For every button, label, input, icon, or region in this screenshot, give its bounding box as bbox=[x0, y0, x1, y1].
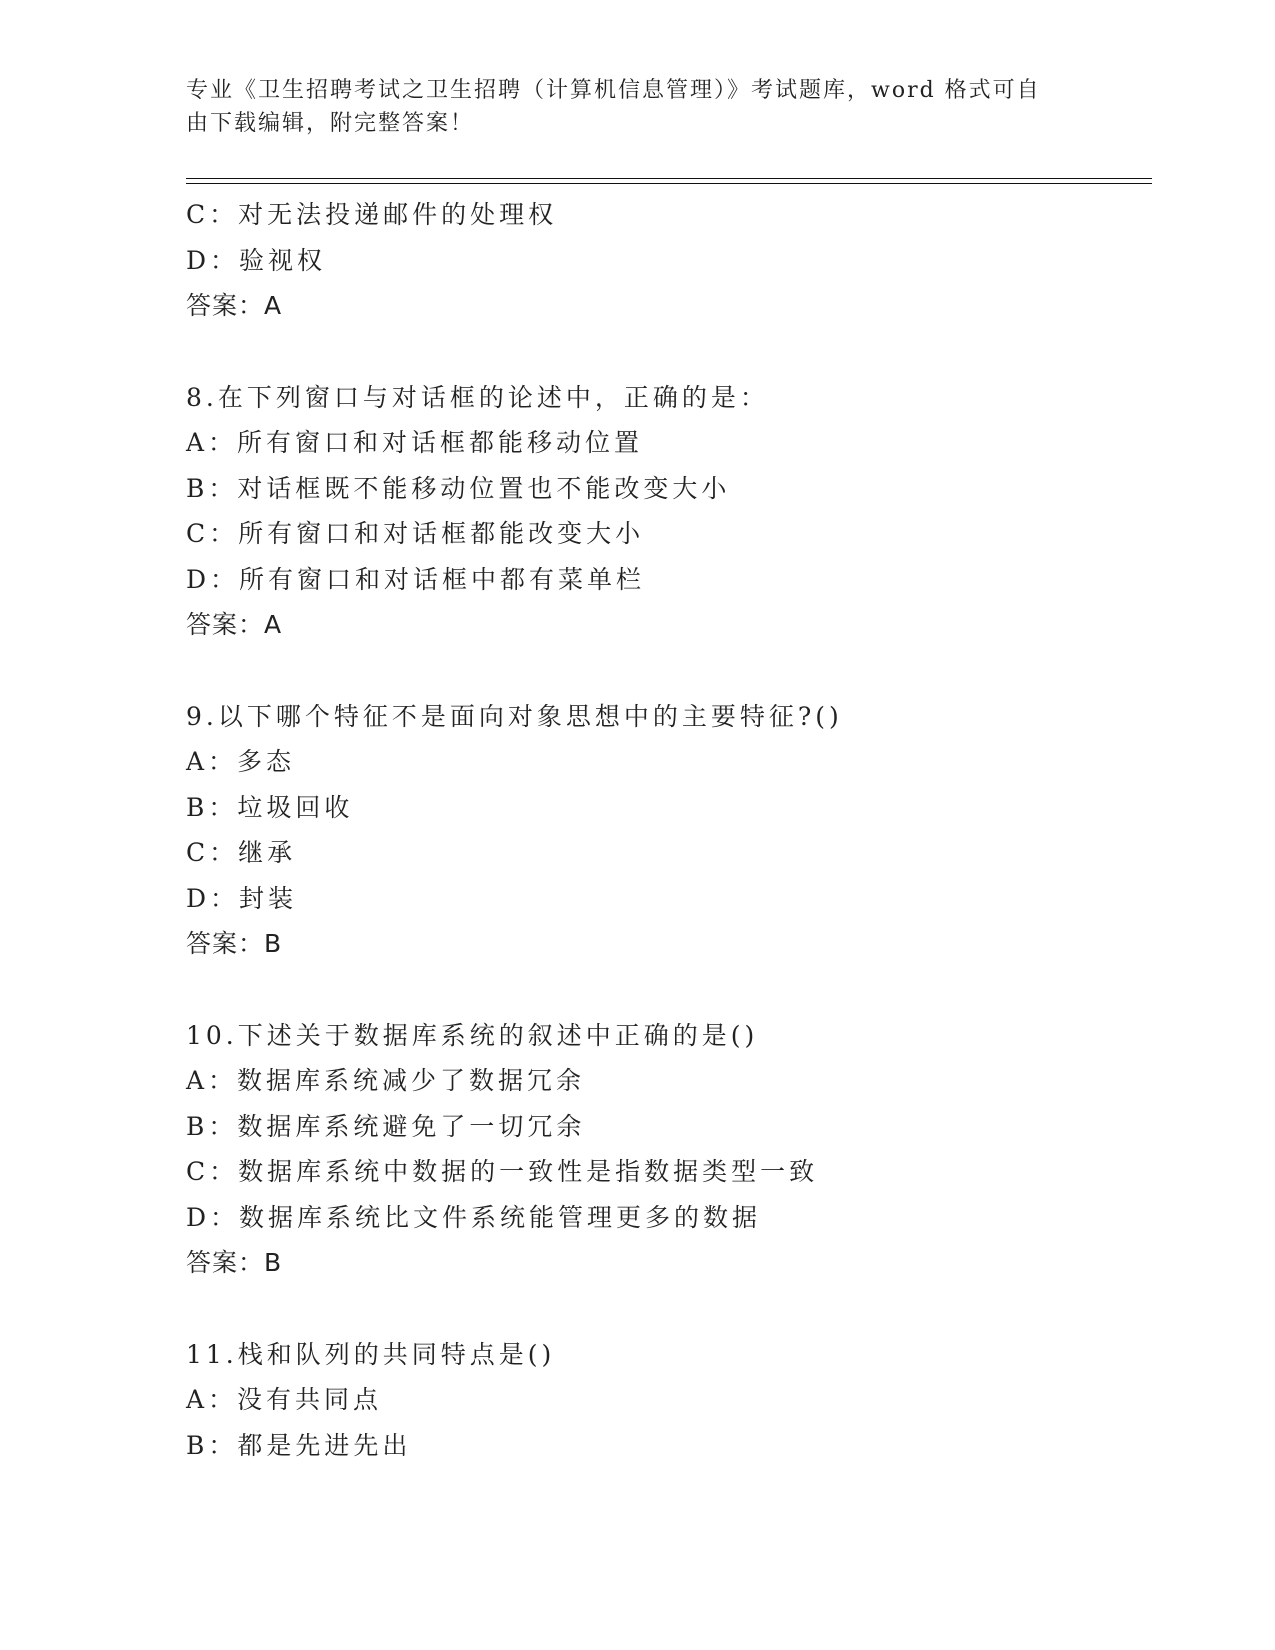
header-divider-bottom bbox=[186, 183, 1152, 184]
question-block-8 bbox=[186, 375, 1152, 648]
option-b: B：对话框既不能移动位置也不能改变大小 bbox=[186, 473, 731, 503]
question-stem: 11.栈和队列的共同特点是() bbox=[186, 1339, 556, 1369]
option-d: D：验视权 bbox=[186, 245, 327, 275]
option-a: A：数据库系统减少了数据冗余 bbox=[186, 1066, 586, 1095]
option-c: C：所有窗口和对话框都能改变大小 bbox=[186, 519, 645, 548]
answer-line: 答案：B bbox=[186, 929, 283, 958]
option-b: B：数据库系统避免了一切冗余 bbox=[186, 1111, 586, 1141]
spacer bbox=[186, 1286, 1152, 1332]
option-a: A：没有共同点 bbox=[186, 1385, 383, 1414]
question-stem: 8.在下列窗口与对话框的论述中，正确的是： bbox=[186, 382, 769, 412]
question-block-continued bbox=[186, 192, 1152, 329]
question-list bbox=[186, 192, 1152, 1468]
answer-line: 答案：A bbox=[186, 610, 283, 639]
header-divider-top bbox=[186, 178, 1152, 179]
option-c: C：数据库系统中数据的一致性是指数据类型一致 bbox=[186, 1157, 819, 1186]
question-stem: 9.以下哪个特征不是面向对象思想中的主要特征?() bbox=[186, 701, 843, 731]
document-header bbox=[186, 74, 1066, 140]
answer-line: 答案：A bbox=[186, 291, 283, 320]
spacer bbox=[186, 648, 1152, 694]
spacer bbox=[186, 329, 1152, 375]
question-block-11 bbox=[186, 1332, 1152, 1469]
spacer bbox=[186, 967, 1152, 1013]
header-line-2: 由下载编辑，附完整答案！ bbox=[186, 111, 475, 136]
option-d: D：所有窗口和对话框中都有菜单栏 bbox=[186, 564, 646, 594]
question-block-10 bbox=[186, 1013, 1152, 1286]
option-b: B：都是先进先出 bbox=[186, 1430, 412, 1460]
option-c: C：继承 bbox=[186, 838, 297, 867]
question-stem: 10.下述关于数据库系统的叙述中正确的是() bbox=[186, 1020, 759, 1050]
question-block-9 bbox=[186, 694, 1152, 967]
header-line-1: 专业《卫生招聘考试之卫生招聘（计算机信息管理）》考试题库，word 格式可自 bbox=[186, 78, 1041, 103]
option-c: C：对无法投递邮件的处理权 bbox=[186, 200, 558, 229]
option-a: A：多态 bbox=[186, 747, 296, 776]
option-a: A：所有窗口和对话框都能移动位置 bbox=[186, 428, 644, 457]
option-d: D：数据库系统比文件系统能管理更多的数据 bbox=[186, 1202, 762, 1232]
option-d: D：封装 bbox=[186, 883, 298, 913]
option-b: B：垃圾回收 bbox=[186, 792, 354, 822]
answer-line: 答案：B bbox=[186, 1248, 283, 1277]
